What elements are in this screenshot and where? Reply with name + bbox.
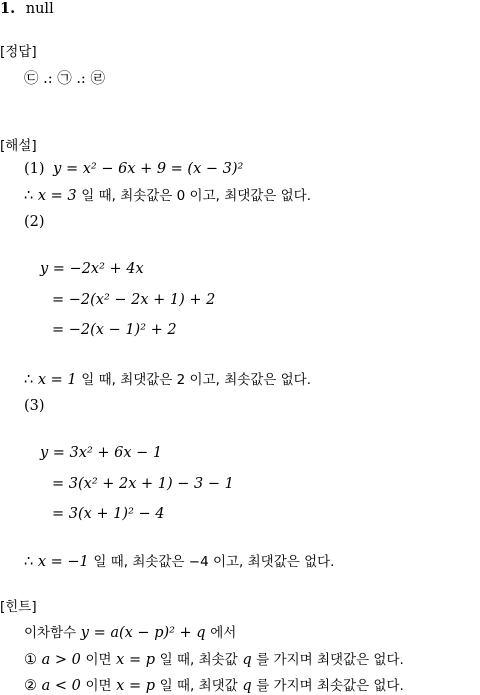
answer-symbol-2: ㉠ bbox=[57, 71, 72, 87]
hint-item-1-text1: 이면 bbox=[85, 652, 112, 668]
hint-intro-suffix: 에서 bbox=[210, 625, 237, 641]
hint-item-1-text3: 를 가지며 최댓값은 없다. bbox=[256, 652, 404, 668]
answer-separator-1: .: bbox=[43, 71, 53, 87]
part3-label: (3) bbox=[24, 398, 45, 414]
answer-symbol-1: ㉢ bbox=[24, 71, 39, 87]
part3-step1: y = 3x² + 6x − 1 bbox=[40, 445, 163, 461]
part2-conclusion bbox=[24, 371, 311, 389]
hint-item-2-text3: 를 가지며 최솟값은 없다. bbox=[256, 678, 404, 694]
question-text: null bbox=[25, 1, 54, 17]
explanation-header: [해설] bbox=[0, 138, 37, 154]
hint-item-2-xp: x = p bbox=[116, 678, 155, 694]
hint-item-1-text2: 일 때, 최솟값 bbox=[159, 652, 238, 668]
answer-line bbox=[24, 70, 105, 88]
part2-step2: = −2(x² − 2x + 1) + 2 bbox=[52, 292, 216, 308]
part2-step3: = −2(x − 1)² + 2 bbox=[52, 322, 177, 338]
part3-conclusion bbox=[24, 553, 334, 571]
answer-symbol-3: ㉣ bbox=[90, 71, 105, 87]
hint-item-1 bbox=[24, 651, 404, 669]
part1-equation: y = x² − 6x + 9 = (x − 3)² bbox=[53, 161, 244, 177]
hint-item-2-text1: 이면 bbox=[85, 678, 112, 694]
part1-conclusion bbox=[24, 187, 311, 205]
hint-item-2-condition: a < 0 bbox=[41, 678, 81, 694]
hint-intro-prefix: 이차함수 bbox=[24, 625, 77, 641]
part3-conclusion-x: x = −1 bbox=[37, 554, 89, 570]
part2-conclusion-text: 일 때, 최댓값은 2 이고, 최솟값은 없다. bbox=[81, 372, 312, 388]
hint-item-1-condition: a > 0 bbox=[41, 652, 81, 668]
part2-conclusion-x: x = 1 bbox=[37, 372, 77, 388]
part3-step3: = 3(x + 1)² − 4 bbox=[52, 506, 165, 522]
hint-item-1-xp: x = p bbox=[116, 652, 155, 668]
part1-label: (1) bbox=[24, 161, 45, 177]
hint-item-1-q: q bbox=[242, 652, 252, 668]
hint-intro bbox=[24, 624, 236, 642]
part1-line bbox=[24, 160, 243, 178]
therefore-symbol: ∴ bbox=[24, 372, 34, 388]
answer-header: [정답] bbox=[0, 44, 37, 60]
hint-intro-formula: y = a(x − p)² + q bbox=[80, 625, 206, 641]
part3-step2: = 3(x² + 2x + 1) − 3 − 1 bbox=[52, 476, 234, 492]
hint-item-2 bbox=[24, 677, 404, 695]
therefore-symbol: ∴ bbox=[24, 554, 34, 570]
part1-conclusion-x: x = 3 bbox=[37, 188, 77, 204]
hint-item-2-marker: ② bbox=[24, 678, 37, 694]
therefore-symbol: ∴ bbox=[24, 188, 34, 204]
part3-conclusion-text: 일 때, 최솟값은 −4 이고, 최댓값은 없다. bbox=[93, 554, 335, 570]
hint-header: [힌트] bbox=[0, 599, 37, 615]
hint-item-1-marker: ① bbox=[24, 652, 37, 668]
part2-label: (2) bbox=[24, 214, 45, 230]
part2-step1: y = −2x² + 4x bbox=[40, 261, 144, 277]
question-number: 1. bbox=[0, 0, 16, 17]
answer-separator-2: .: bbox=[76, 71, 86, 87]
part1-conclusion-text: 일 때, 최솟값은 0 이고, 최댓값은 없다. bbox=[81, 188, 312, 204]
question-line bbox=[0, 0, 54, 18]
hint-item-2-q: q bbox=[242, 678, 252, 694]
hint-item-2-text2: 일 때, 최댓값 bbox=[159, 678, 238, 694]
